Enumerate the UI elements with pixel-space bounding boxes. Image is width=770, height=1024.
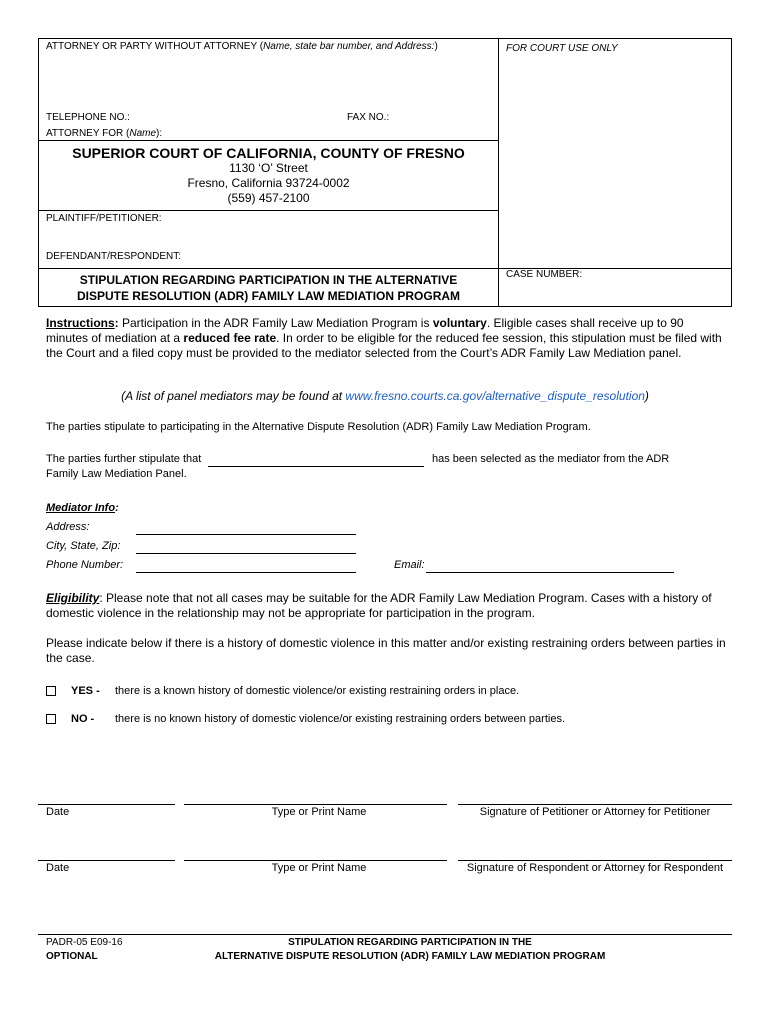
mediator-address-label: Address:: [46, 521, 90, 533]
petitioner-name-line[interactable]: [184, 804, 447, 805]
mediator-email-field[interactable]: [426, 572, 674, 573]
stipulation-text-2-line2: Family Law Mediation Panel.: [46, 468, 187, 480]
footer-rule: [38, 934, 732, 935]
no-label: NO -: [71, 713, 95, 725]
petitioner-date-line[interactable]: [38, 804, 175, 805]
case-number-label: CASE NUMBER:: [506, 269, 583, 280]
court-phone: (559) 457-2100: [227, 191, 310, 205]
no-text: there is no known history of domestic violence/or existing restraining orders between parties.: [115, 713, 566, 725]
mediator-address-field[interactable]: [136, 534, 356, 535]
respondent-date-label: Date: [46, 862, 70, 874]
panel-list-note: (A list of panel mediators may be found at www.fresno.courts.ca.gov/alternative_dispute_resolution): [121, 389, 649, 403]
mediator-phone-label: Phone Number:: [46, 559, 124, 571]
defendant-label: DEFENDANT/RESPONDENT:: [46, 251, 182, 262]
petitioner-name-label: Type or Print Name: [271, 806, 367, 818]
footer-title-line1: STIPULATION REGARDING PARTICIPATION IN THE: [288, 937, 532, 948]
yes-text: there is a known history of domestic violence/or existing restraining orders in place.: [115, 685, 520, 697]
yes-label: YES -: [71, 685, 100, 697]
panel-list-link[interactable]: www.fresno.courts.ca.gov/alternative_dispute_resolution: [345, 389, 645, 403]
petitioner-date-label: Date: [46, 806, 70, 818]
respondent-name-label: Type or Print Name: [271, 862, 367, 874]
mediator-phone-field[interactable]: [136, 572, 356, 573]
instructions-paragraph: Instructions: Participation in the ADR Family Law Mediation Program is voluntary. Eligible cases shall receive up to 90 minutes of mediation at a reduced fee rate. In order to be eligible for the reduced fee session, this stipulation must be filed with the Court and a filed copy must be provided to the mediator selected from the Court’s ADR Family Law Mediation panel.: [46, 316, 722, 360]
caption-divider-2: [38, 210, 499, 211]
optional-label: OPTIONAL: [46, 951, 98, 962]
stipulation-text-2-prefix: The parties further stipulate that: [46, 453, 202, 465]
court-name: SUPERIOR COURT OF CALIFORNIA, COUNTY OF FRESNO: [72, 145, 465, 161]
court-use-label: FOR COURT USE ONLY: [506, 43, 618, 54]
respondent-signature-line[interactable]: [458, 860, 732, 861]
mediator-info-heading: Mediator Info:: [46, 502, 119, 514]
form-title-line2: DISPUTE RESOLUTION (ADR) FAMILY LAW MEDIATION PROGRAM: [76, 289, 461, 303]
attorney-for-label: ATTORNEY FOR (Name):: [46, 128, 163, 139]
yes-checkbox[interactable]: [46, 686, 56, 696]
no-checkbox[interactable]: [46, 714, 56, 724]
court-city: Fresno, California 93724-0002: [187, 176, 350, 190]
stipulation-text-1: The parties stipulate to participating in the Alternative Dispute Resolution (ADR) Family Law Mediation Program.: [46, 421, 591, 433]
form-id: PADR-05 E09-16: [46, 937, 123, 948]
fax-label: FAX NO.:: [347, 112, 390, 123]
plaintiff-label: PLAINTIFF/PETITIONER:: [46, 213, 162, 224]
respondent-name-line[interactable]: [184, 860, 447, 861]
mediator-city-label: City, State, Zip:: [46, 540, 121, 552]
respondent-signature-label: Signature of Respondent or Attorney for Respondent: [466, 862, 724, 874]
mediator-email-label: Email:: [394, 559, 425, 571]
caption-divider-1: [38, 140, 499, 141]
petitioner-signature-label: Signature of Petitioner or Attorney for Petitioner: [479, 806, 711, 818]
caption-divider-3: [38, 268, 732, 269]
court-street: 1130 ‘O’ Street: [229, 161, 308, 175]
eligibility-paragraph: Eligibility: Please note that not all cases may be suitable for the ADR Family Law Mediation Program. Cases with a history of domestic violence in the relationship may not be appropriate for participation in the program.: [46, 591, 712, 620]
petitioner-signature-line[interactable]: [458, 804, 732, 805]
attorney-label: ATTORNEY OR PARTY WITHOUT ATTORNEY (Name, state bar number, and Address:): [46, 41, 438, 52]
form-title-line1: STIPULATION REGARDING PARTICIPATION IN THE ALTERNATIVE: [79, 273, 458, 287]
mediator-name-field[interactable]: [208, 466, 424, 467]
telephone-label: TELEPHONE NO.:: [46, 112, 130, 123]
respondent-date-line[interactable]: [38, 860, 175, 861]
footer-title-line2: ALTERNATIVE DISPUTE RESOLUTION (ADR) FAMILY LAW MEDIATION PROGRAM: [214, 951, 606, 962]
indicate-paragraph: Please indicate below if there is a history of domestic violence in this matter and/or existing restraining orders between parties in the case.: [46, 636, 726, 665]
stipulation-text-2-suffix: has been selected as the mediator from the ADR: [432, 453, 670, 465]
mediator-city-field[interactable]: [136, 553, 356, 554]
